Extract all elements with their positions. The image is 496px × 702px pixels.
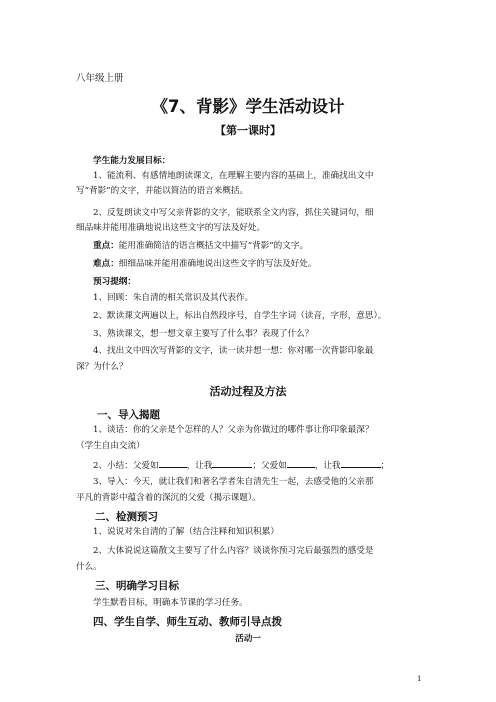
lesson-label: 【第一课时】 [215,124,281,137]
blank-2 [212,458,252,468]
section-4-heading: 四、学生自学、师生互动、教师引导点拨 [93,616,282,628]
section-1-item-3-line-2: 平凡的背影中蕴含着的深沉的父爱（揭示课题）。 [76,493,261,503]
grade-label: 八年级上册 [76,73,124,84]
section-1-item-3-line-1: 3、导入：今天，就让我们和著名学者朱自清先生一起，去感受他的父亲那 [93,477,374,487]
document-title: 《7、背影》学生活动设计 [151,97,345,116]
goal-2-line-2: 细品味并能用准确地说出这些文字的写法及好处。 [76,223,266,233]
key-point [93,240,308,252]
difficult-point-label: 难点： [93,259,119,269]
preview-item-1: 1、回顾：朱自清的相关常识及其代表作。 [93,293,254,303]
section-1-item-1-line-2: （学生自由交流） [76,441,145,451]
section-3-text: 学生默看目标，明确本节课的学习任务。 [93,598,248,608]
section-1-item-2 [93,458,389,472]
goals-heading: 学生能力发展目标： [93,156,171,166]
page-number: 1 [417,675,422,683]
section-2-heading: 二、检测预习 [95,511,158,523]
difficult-point-text: 细细品味并能用准确地说出这些文字的写法及好处。 [118,259,317,269]
item-2-part-d: ，让我 [314,461,341,471]
preview-item-4-line-1: 4、找出文中四次写背影的文字，读一读并想一想：你对哪一次背影印象最 [93,346,374,356]
goal-2-line-1: 2、反复朗读文中写父亲背影的文字，能联系全文内容，抓住关键词句，细 [93,208,374,218]
activity-one-label: 活动一 [235,634,261,644]
preview-item-3: 3、熟读课文，想一想文章主要写了什么事？表现了什么？ [93,329,314,339]
preview-heading: 预习提纲： [93,277,136,287]
blank-1 [159,458,187,468]
preview-item-4-line-2: 深？为什么？ [76,362,128,372]
blank-3 [287,458,315,468]
item-2-part-e: ； [380,461,390,471]
key-point-label: 重点： [93,241,119,251]
blank-4 [341,458,381,468]
preview-item-2: 2、默读课文两遍以上，标出自然段序号，自学生字词（读音，字形，意思）。 [93,311,387,321]
difficult-point [93,258,316,270]
section-2-item-2-line-2: 什么。 [76,562,102,572]
item-2-part-b: ，让我 [186,461,213,471]
item-2-part-c: ；父爱如 [252,461,287,471]
section-1-heading: 一、导入揭题 [97,409,160,421]
section-1-item-1-line-1: 1、谈话：你的父亲是个怎样的人？父亲为你做过的哪件事让你印象最深？ [93,425,374,435]
goal-1-line-2: 写“背影”的文字，并能以简洁的语言来概括。 [76,186,249,196]
section-3-heading: 三、明确学习目标 [95,580,179,592]
activity-process-title: 活动过程及方法 [209,385,287,398]
section-2-item-2-line-1: 2、大体说说这篇散文主要写了什么内容？谈谈你预习完后最强烈的感受是 [93,546,374,556]
key-point-text: 能用准确简洁的语言概括文中描写“背影”的文字。 [118,241,309,251]
section-2-item-1: 1、说说对朱自清的了解（结合注释和知识积累） [93,527,279,537]
goal-1-line-1: 1、能流利、有感情地朗读课文，在理解主要内容的基础上，准确找出文中 [93,171,374,181]
item-2-part-a: 2、小结：父爱如 [93,461,159,471]
